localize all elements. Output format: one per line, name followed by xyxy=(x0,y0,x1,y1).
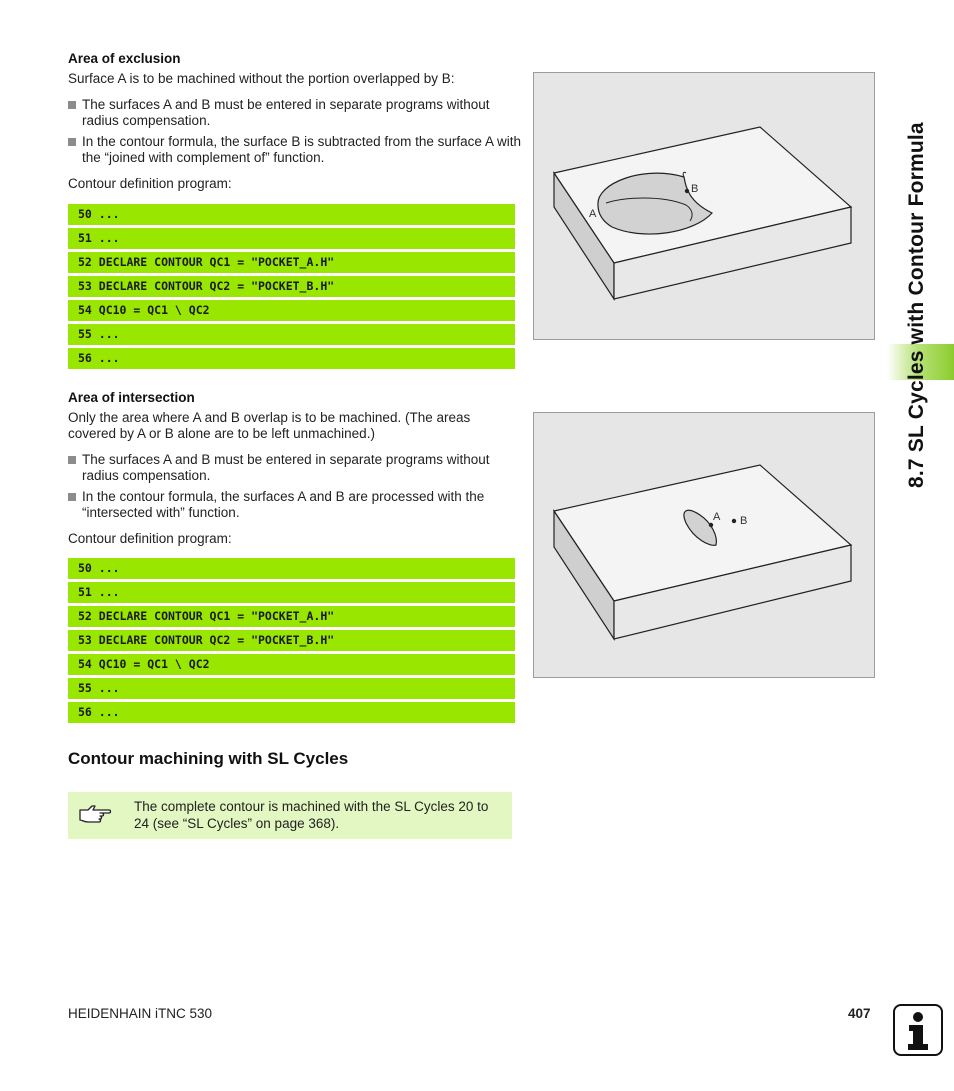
bullet-square-icon xyxy=(68,101,76,109)
exclusion-program-label: Contour definition program: xyxy=(68,176,232,191)
machining-heading: Contour machining with SL Cycles xyxy=(68,749,349,768)
code-line: 55 ... xyxy=(68,678,515,699)
exclusion-bullet xyxy=(68,134,526,166)
intersection-figure xyxy=(533,412,875,678)
figure-label-b: B xyxy=(740,515,748,527)
intersection-heading: Area of intersection xyxy=(68,390,195,405)
code-line: 54 QC10 = QC1 \ QC2 xyxy=(68,654,515,675)
intersection-bullet xyxy=(68,452,526,484)
code-line: 55 ... xyxy=(68,324,515,345)
figure-label-b: B xyxy=(691,183,699,195)
code-line: 52 DECLARE CONTOUR QC1 = "POCKET_A.H" xyxy=(68,252,515,273)
code-line: 51 ... xyxy=(68,582,515,603)
code-line: 50 ... xyxy=(68,204,515,225)
exclusion-intro: Surface A is to be machined without the portion overlapped by B: xyxy=(68,71,455,86)
code-line: 56 ... xyxy=(68,348,515,369)
footer-product: HEIDENHAIN iTNC 530 xyxy=(68,1006,213,1021)
code-line: 54 QC10 = QC1 \ QC2 xyxy=(68,300,515,321)
bullet-square-icon xyxy=(68,493,76,501)
note-box xyxy=(68,792,512,839)
bullet-square-icon xyxy=(68,138,76,146)
intersection-intro: Only the area where A and B overlap is to be machined. (The areas covered by A or B alone are to be left unmachined.) xyxy=(68,410,471,441)
intersection-bullet-text: The surfaces A and B must be entered in separate programs without radius compensation. xyxy=(82,452,490,483)
page-number: 407 xyxy=(848,1006,871,1021)
code-line: 52 DECLARE CONTOUR QC1 = "POCKET_A.H" xyxy=(68,606,515,627)
info-glyph xyxy=(895,1006,941,1054)
intersection-bullet xyxy=(68,489,526,521)
exclusion-bullet-text: The surfaces A and B must be entered in separate programs without radius compensation. xyxy=(82,97,490,128)
code-line: 50 ... xyxy=(68,558,515,579)
intersection-block-illustration xyxy=(534,413,874,677)
code-line: 53 DECLARE CONTOUR QC2 = "POCKET_B.H" xyxy=(68,276,515,297)
exclusion-block-illustration xyxy=(534,73,874,339)
bullet-square-icon xyxy=(68,456,76,464)
info-icon xyxy=(893,1004,943,1056)
code-line: 53 DECLARE CONTOUR QC2 = "POCKET_B.H" xyxy=(68,630,515,651)
intersection-program-label: Contour definition program: xyxy=(68,531,232,546)
note-text: The complete contour is machined with the SL Cycles 20 to 24 (see “SL Cycles” on page 368). xyxy=(134,799,489,831)
exclusion-heading: Area of exclusion xyxy=(68,51,181,66)
figure-label-a: A xyxy=(713,511,721,523)
code-line: 56 ... xyxy=(68,702,515,723)
pointing-hand-icon xyxy=(78,802,112,828)
code-line: 51 ... xyxy=(68,228,515,249)
figure-label-a: A xyxy=(589,208,597,220)
exclusion-figure xyxy=(533,72,875,340)
chapter-title: 8.7 SL Cycles with Contour Formula xyxy=(905,122,928,488)
intersection-bullet-text: In the contour formula, the surfaces A and B are processed with the “intersected with” function. xyxy=(82,489,485,520)
exclusion-bullet xyxy=(68,97,526,129)
exclusion-bullet-text: In the contour formula, the surface B is subtracted from the surface A with the “joined with complement of” function. xyxy=(82,134,521,165)
